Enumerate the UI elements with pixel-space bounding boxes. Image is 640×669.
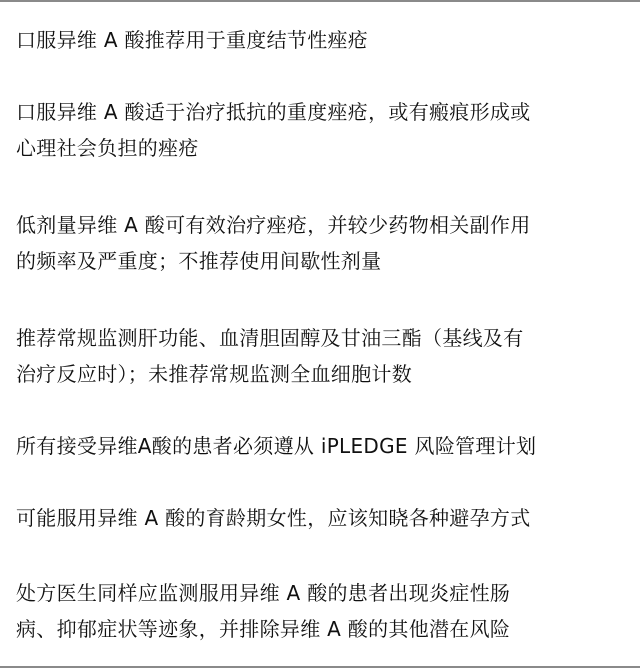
recommendation-line: 心理社会负担的痤疮 <box>16 136 199 160</box>
recommendation-item-6 <box>16 500 634 536</box>
bottom-divider <box>0 666 640 668</box>
recommendation-line: 推荐常规监测肝功能、血清胆固醇及甘油三酯（基线及有 <box>16 326 524 350</box>
recommendation-item-3 <box>16 207 634 279</box>
recommendation-item-7 <box>16 575 634 647</box>
recommendation-line: 可能服用异维 A 酸的育龄期女性，应该知晓各种避孕方式 <box>16 506 531 530</box>
recommendation-line: 治疗反应时）；未推荐常规监测全血细胞计数 <box>16 362 412 386</box>
recommendation-line: 所有接受异维A酸的患者必须遵从 iPLEDGE 风险管理计划 <box>16 434 537 458</box>
recommendation-item-4 <box>16 320 634 392</box>
recommendation-line: 口服异维 A 酸适于治疗抵抗的重度痤疮，或有瘢痕形成或 <box>16 100 531 124</box>
recommendation-line: 的频率及严重度；不推荐使用间歇性剂量 <box>16 249 382 273</box>
recommendation-line: 低剂量异维 A 酸可有效治疗痤疮，并较少药物相关副作用 <box>16 213 531 237</box>
recommendation-item-2 <box>16 94 634 166</box>
recommendation-item-5 <box>16 428 634 464</box>
recommendation-line: 病、抑郁症状等迹象，并排除异维 A 酸的其他潜在风险 <box>16 617 511 641</box>
recommendation-item-1 <box>16 22 634 58</box>
top-divider <box>0 0 640 2</box>
recommendation-line: 处方医生同样应监测服用异维 A 酸的患者出现炎症性肠 <box>16 581 511 605</box>
recommendation-line: 口服异维 A 酸推荐用于重度结节性痤疮 <box>16 28 369 52</box>
